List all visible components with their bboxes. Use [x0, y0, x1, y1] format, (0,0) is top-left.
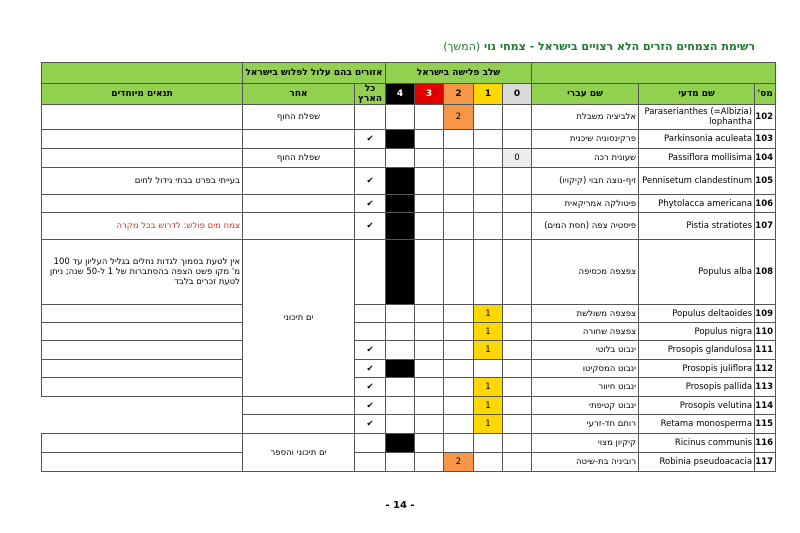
other-regions — [243, 195, 355, 213]
hebrew-name: זיף-נוצה חבוי (קיקויו) — [532, 168, 639, 195]
hebrew-name: קיקיון מצוי — [532, 434, 639, 453]
special-conditions — [42, 341, 243, 360]
stage-level-cell — [503, 434, 532, 453]
table-row — [42, 105, 776, 130]
table-row — [42, 168, 776, 195]
stage-level-cell — [444, 130, 474, 149]
scientific-name: Populus nigra — [639, 323, 755, 341]
stage-level-cell — [415, 195, 444, 213]
stage-level-cell — [444, 323, 474, 341]
scientific-name: Pistia stratiotes — [639, 213, 755, 240]
stage-level-cell — [415, 397, 444, 415]
regions-group-header: אזורים בהם עלול לפלוש בישראל — [243, 63, 386, 84]
special-conditions — [42, 149, 243, 168]
hebrew-name: אלביציה משבלת — [532, 105, 639, 130]
stage-level-cell — [386, 415, 415, 434]
stage-level-cell — [503, 168, 532, 195]
stage-level-cell — [386, 453, 415, 472]
table-row — [42, 149, 776, 168]
page-number: - 14 - — [385, 500, 415, 511]
hebrew-name: ינבוט קטיפתי — [532, 397, 639, 415]
stage-level-cell — [444, 341, 474, 360]
row-number: 107 — [755, 213, 776, 240]
whole-country-check — [355, 149, 386, 168]
stage-level-cell — [474, 130, 503, 149]
stage-level-badge: 4 — [386, 240, 415, 305]
title-continued: (המשך) — [443, 40, 481, 53]
scientific-name: Prosopis juliflora — [639, 360, 755, 378]
col-header-stage-1: 1 — [474, 84, 503, 105]
hebrew-name: צפצפה שחורה — [532, 323, 639, 341]
hebrew-name: צפצפה מכסיפה — [532, 240, 639, 305]
whole-country-check — [355, 305, 386, 323]
stage-level-cell — [386, 397, 415, 415]
stage-level-cell — [503, 415, 532, 434]
col-header-stage-0: 0 — [503, 84, 532, 105]
row-number: 102 — [755, 105, 776, 130]
stage-level-cell — [474, 213, 503, 240]
stage-level-badge: 4 — [386, 168, 415, 195]
row-number: 103 — [755, 130, 776, 149]
stage-level-badge: 1 — [474, 378, 503, 397]
table-row — [42, 415, 776, 434]
stage-level-cell — [503, 240, 532, 305]
col-header-hebrew-name: שם עברי — [532, 84, 639, 105]
stage-level-cell — [415, 149, 444, 168]
stage-level-cell — [503, 195, 532, 213]
row-number: 106 — [755, 195, 776, 213]
stage-level-badge: 1 — [474, 415, 503, 434]
hebrew-name: פיסטיה צפה (חסת המים) — [532, 213, 639, 240]
row-number: 104 — [755, 149, 776, 168]
title-main: רשימת הצמחים הזרים הלא רצויים בישראל - צמחי נוי — [484, 40, 755, 53]
stage-level-cell — [474, 149, 503, 168]
page-title — [40, 40, 755, 58]
scientific-name: Populus deltaoides — [639, 305, 755, 323]
stage-level-badge: 4 — [386, 434, 415, 453]
special-conditions — [42, 453, 243, 472]
stage-level-cell — [415, 305, 444, 323]
stage-level-cell — [415, 434, 444, 453]
stage-group-header: שלב פלישה בישראל — [386, 63, 532, 84]
scientific-name: Ricinus communis — [639, 434, 755, 453]
stage-level-badge: 0 — [503, 149, 532, 168]
col-header-whole-country: כל הארץ — [355, 84, 386, 105]
group-header-row — [42, 63, 776, 84]
table-row — [42, 195, 776, 213]
scientific-name: Parkinsonia aculeata — [639, 130, 755, 149]
stage-level-cell — [503, 360, 532, 378]
table-row — [42, 378, 776, 397]
row-number: 111 — [755, 341, 776, 360]
whole-country-check: ✔ — [355, 360, 386, 378]
scientific-name: Prosopis pallida — [639, 378, 755, 397]
col-header-stage-3: 3 — [415, 84, 444, 105]
stage-level-cell — [415, 213, 444, 240]
stage-level-cell — [415, 453, 444, 472]
stage-level-badge: 1 — [474, 397, 503, 415]
scientific-name: Prosopis glandulosa — [639, 341, 755, 360]
special-conditions — [42, 195, 243, 213]
hebrew-name: פיטולקה אמריקאית — [532, 195, 639, 213]
stage-level-cell — [503, 378, 532, 397]
stage-level-cell — [444, 168, 474, 195]
scientific-name: Passiflora mollisima — [639, 149, 755, 168]
col-header-other-regions: אחר — [243, 84, 355, 105]
row-number: 112 — [755, 360, 776, 378]
hebrew-name: שעונית רכה — [532, 149, 639, 168]
stage-level-cell — [474, 453, 503, 472]
stage-level-cell — [444, 195, 474, 213]
table-row — [42, 434, 776, 453]
stage-level-cell — [474, 105, 503, 130]
stage-level-cell — [444, 213, 474, 240]
scientific-name: Prosopis velutina — [639, 397, 755, 415]
stage-level-cell — [415, 415, 444, 434]
whole-country-check: ✔ — [355, 130, 386, 149]
stage-level-cell — [503, 453, 532, 472]
special-conditions — [243, 415, 355, 434]
stage-level-badge: 1 — [474, 323, 503, 341]
row-number: 108 — [755, 240, 776, 305]
stage-level-cell — [444, 378, 474, 397]
other-regions: שפלת החוף — [243, 149, 355, 168]
special-conditions — [42, 434, 243, 453]
table-row — [42, 240, 776, 305]
whole-country-check: ✔ — [355, 415, 386, 434]
col-header-special-conditions: תנאים מיוחדים — [42, 84, 243, 105]
stage-level-cell — [415, 240, 444, 305]
whole-country-check — [355, 434, 386, 453]
stage-level-cell — [386, 105, 415, 130]
whole-country-check: ✔ — [355, 168, 386, 195]
stage-level-cell — [503, 323, 532, 341]
other-regions: ים תיכוני — [243, 240, 355, 397]
hebrew-name: פרקינסוניה שיכנית — [532, 130, 639, 149]
special-conditions — [243, 397, 355, 415]
stage-level-cell — [415, 360, 444, 378]
stage-level-badge: 1 — [474, 305, 503, 323]
special-conditions — [42, 105, 243, 130]
stage-level-cell — [503, 130, 532, 149]
special-conditions: צמח מים פולש: לדרוש בכל מקרה — [42, 213, 243, 240]
scientific-name: Pennisetum clandestinum — [639, 168, 755, 195]
whole-country-check: ✔ — [355, 195, 386, 213]
stage-level-badge: 4 — [386, 130, 415, 149]
row-number: 116 — [755, 434, 776, 453]
stage-level-cell — [503, 305, 532, 323]
table-row — [42, 130, 776, 149]
stage-level-cell — [444, 397, 474, 415]
stage-level-cell — [503, 213, 532, 240]
other-regions: ים תיכוני והספר — [243, 434, 355, 472]
invasive-plants-table — [41, 62, 776, 472]
special-conditions — [42, 360, 243, 378]
hebrew-name: ינבוט חיוור — [532, 378, 639, 397]
stage-level-cell — [444, 240, 474, 305]
row-number: 110 — [755, 323, 776, 341]
stage-level-cell — [415, 341, 444, 360]
scientific-name: Phytolacca americana — [639, 195, 755, 213]
table-row — [42, 341, 776, 360]
whole-country-check — [355, 105, 386, 130]
whole-country-check — [355, 453, 386, 472]
stage-level-cell — [444, 415, 474, 434]
stage-level-cell — [474, 195, 503, 213]
special-conditions — [42, 323, 243, 341]
stage-level-cell — [474, 240, 503, 305]
table-row — [42, 360, 776, 378]
whole-country-check: ✔ — [355, 378, 386, 397]
stage-level-cell — [386, 323, 415, 341]
stage-level-cell — [386, 305, 415, 323]
stage-level-cell — [503, 105, 532, 130]
stage-level-badge: 4 — [386, 213, 415, 240]
row-number: 113 — [755, 378, 776, 397]
row-number: 105 — [755, 168, 776, 195]
col-header-scientific-name: שם מדעי — [639, 84, 755, 105]
stage-level-cell — [444, 305, 474, 323]
other-regions — [243, 168, 355, 195]
special-conditions: בעייתי בפרט בבתי גידול לחים — [42, 168, 243, 195]
stage-level-cell — [503, 397, 532, 415]
row-number: 117 — [755, 453, 776, 472]
stage-level-cell — [503, 341, 532, 360]
stage-level-cell — [444, 434, 474, 453]
stage-level-cell — [415, 378, 444, 397]
table-row — [42, 453, 776, 472]
row-number: 109 — [755, 305, 776, 323]
stage-level-cell — [415, 130, 444, 149]
stage-level-badge: 4 — [386, 360, 415, 378]
other-regions: שפלת החוף — [243, 105, 355, 130]
stage-level-cell — [474, 360, 503, 378]
table-row — [42, 397, 776, 415]
col-header-stage-4: 4 — [386, 84, 415, 105]
scientific-name: Retama monosperma — [639, 415, 755, 434]
hebrew-name: ינבוט המסקיטו — [532, 360, 639, 378]
stage-level-cell — [444, 360, 474, 378]
whole-country-check: ✔ — [355, 341, 386, 360]
special-conditions — [42, 378, 243, 397]
special-conditions — [42, 305, 243, 323]
stage-level-cell — [415, 105, 444, 130]
whole-country-check: ✔ — [355, 213, 386, 240]
row-number: 115 — [755, 415, 776, 434]
stage-level-badge: 1 — [474, 341, 503, 360]
column-header-row — [42, 84, 776, 105]
hebrew-name: רותם חד-זרעי — [532, 415, 639, 434]
stage-level-cell — [444, 149, 474, 168]
scientific-name: Paraserianthes (=Albizia) lophantha — [639, 105, 755, 130]
stage-level-cell — [415, 323, 444, 341]
whole-country-check — [355, 240, 386, 305]
stage-level-cell — [415, 168, 444, 195]
stage-level-cell — [474, 168, 503, 195]
col-header-num: מס' — [755, 84, 776, 105]
stage-level-cell — [386, 378, 415, 397]
table-row — [42, 323, 776, 341]
table-row — [42, 213, 776, 240]
scientific-name: Populus alba — [639, 240, 755, 305]
scientific-name: Robinia pseudoacacia — [639, 453, 755, 472]
stage-level-badge: 2 — [444, 453, 474, 472]
stage-level-cell — [474, 434, 503, 453]
col-header-stage-2: 2 — [444, 84, 474, 105]
row-number: 114 — [755, 397, 776, 415]
special-conditions — [42, 130, 243, 149]
table-row — [42, 305, 776, 323]
hebrew-name: ינבוט בלוטי — [532, 341, 639, 360]
whole-country-check: ✔ — [355, 397, 386, 415]
other-regions — [243, 130, 355, 149]
special-conditions: אין לטעת בסמוך לגדות נחלים בגליל העליון עד 100 מ' מקו פשט הצפה בהסתברות של 1 ל-50 שנה; ניתן לטעת זכרים בלבד — [42, 240, 243, 305]
stage-level-badge: 2 — [444, 105, 474, 130]
stage-level-cell — [386, 341, 415, 360]
stage-level-cell — [386, 149, 415, 168]
other-regions — [243, 213, 355, 240]
hebrew-name: צפצפה משולשת — [532, 305, 639, 323]
hebrew-name: רוביניה בת-שיטה — [532, 453, 639, 472]
whole-country-check — [355, 323, 386, 341]
stage-level-badge: 4 — [386, 195, 415, 213]
